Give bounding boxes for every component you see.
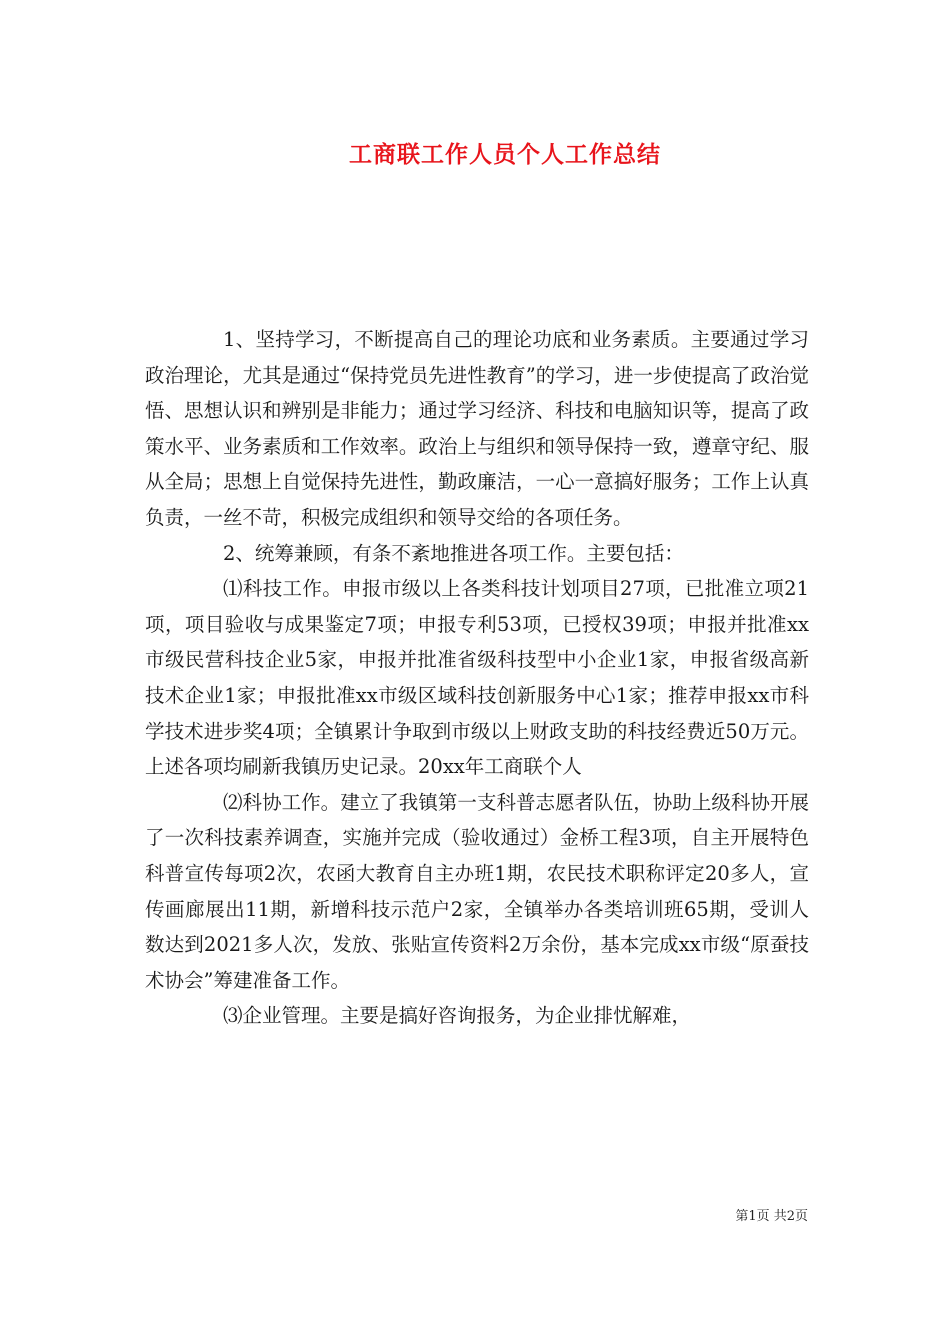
paragraph-2: 2、统筹兼顾，有条不紊地推进各项工作。主要包括： (223, 541, 684, 565)
paragraph-5: ⑶企业管理。主要是搞好咨询报务，为企业排忧解难， (223, 1004, 692, 1028)
paragraph-4: ⑵科协工作。建立了我镇第一支科普志愿者队伍，协助上级科协开展了一次科技素养调查，实施并完成（验收通过）金桥工程3项，自主开展特色科普宣传每项2次，农函大教育自主办班1期，农民技术职称评定20多人，宣传画廊展出11期，新增科技示范户2家，全镇举办各类培训班65期，受训人数达到2021多人次，发放、张贴宣传资料2万余份，基本完成xx市级“原蚕技术协会”筹建准备工作。 (145, 790, 809, 992)
document-body (145, 322, 809, 1034)
paragraph-3: ⑴科技工作。申报市级以上各类科技计划项目27项，已批准立项21项，项目验收与成果鉴定7项；申报专利53项，已授权39项；申报并批准xx市级民营科技企业5家，申报并批准省级科技型中小企业1家，申报省级高新技术企业1家；申报批准xx市级区域科技创新服务中心1家；推荐申报xx市科学技术进步奖4项；全镇累计争取到市级以上财政支助的科技经费近50万元。上述各项均刷新我镇历史记录。20xx年工商联个人 (145, 577, 809, 779)
document-title: 工商联工作人员个人工作总结 (349, 141, 661, 168)
paragraph-1: 1、坚持学习，不断提高自己的理论功底和业务素质。主要通过学习政治理论，尤其是通过“保持党员先进性教育”的学习，进一步使提高了政治觉悟、思想认识和辨别是非能力；通过学习经济、科技和电脑知识等，提高了政策水平、业务素质和工作效率。政治上与组织和领导保持一致，遵章守纪、服从全局；思想上自觉保持先进性，勤政廉洁，一心一意搞好服务；工作上认真负责，一丝不苛，积极完成组织和领导交给的各项任务。 (145, 328, 809, 529)
page-number-footer: 第1页 共2页 (735, 1209, 808, 1224)
